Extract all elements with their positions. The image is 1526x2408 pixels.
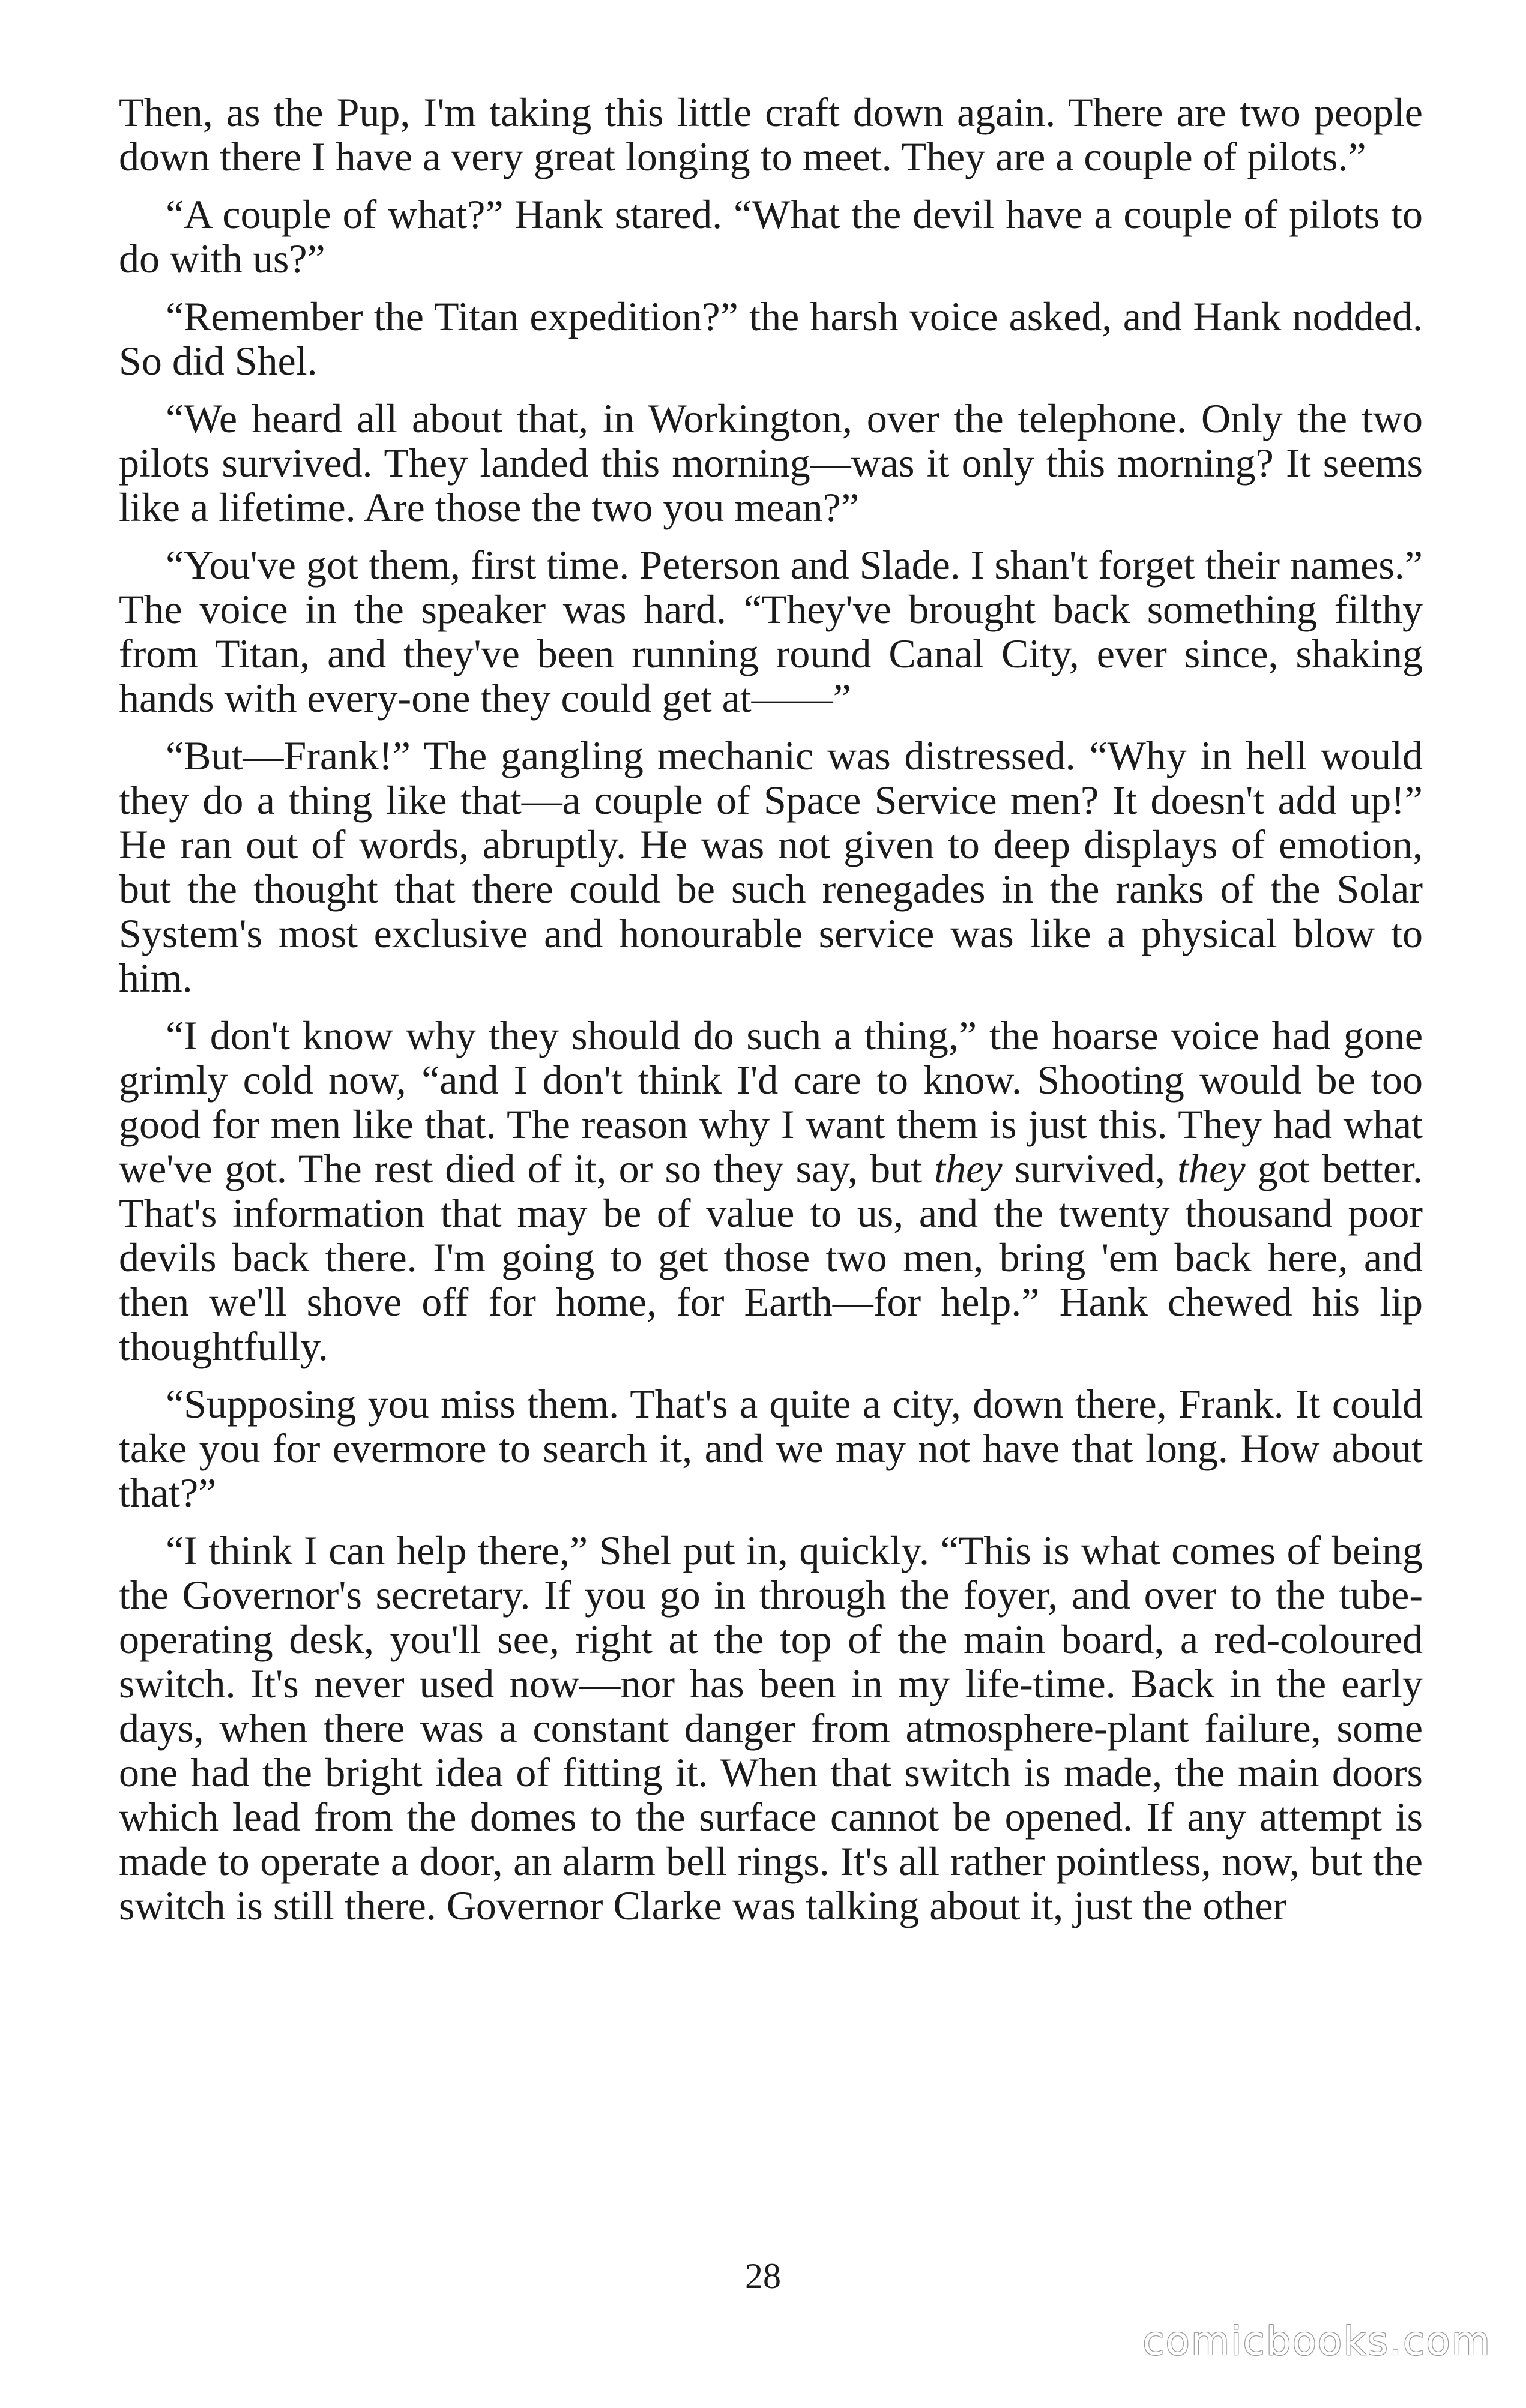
italic-they-1: they <box>934 1146 1003 1191</box>
paragraph-3: “Remember the Titan expedition?” the harsh voice asked, and Hank nodded. So did Shel. <box>119 293 1423 384</box>
paragraph-5: “You've got them, first time. Peterson and Slade. I shan't forget their names.” The voice in the speaker was hard. “They've brought back something filthy from Titan, and they've been running round Canal City, ever since, shaking hands with every-one they could get at——” <box>119 542 1423 721</box>
italic-they-2: they <box>1177 1146 1246 1191</box>
paragraph-9: “I think I can help there,” Shel put in, quickly. “This is what comes of being the Governor's secretary. If you go in through the foyer, and over to the tube-operating desk, you'll see, right at the top of the main board, a red-coloured switch. It's never used now—nor has been in my life-time. Back in the early days, when there was a constant danger from atmosphere-plant failure, some one had the bright idea of fitting it. When that switch is made, the main doors which lead from the domes to the surface cannot be opened. If any attempt is made to operate a door, an alarm bell rings. It's all rather pointless, now, but the switch is still there. Governor Clarke was talking about it, just the other <box>119 1528 1423 1928</box>
paragraph-7 <box>119 1013 1423 1368</box>
paragraph-4: “We heard all about that, in Workington, over the telephone. Only the two pilots survived. They landed this morning—was it only this morning? It seems like a lifetime. Are those the two you mean?” <box>119 396 1423 530</box>
paragraph-1: Then, as the Pup, I'm taking this little craft down again. There are two people down there I have a very great longing to meet. They are a couple of pilots.” <box>119 89 1423 179</box>
paragraph-7-part-3: got better. That's information that may be of value to us, and the twenty thousand poor devils back there. I'm going to get those two men, bring 'em back here, and then we'll shove off for home, for Earth—for help.” Hank chewed his lip thoughtfully. <box>119 1146 1423 1369</box>
paragraph-7-part-2: survived, <box>1002 1146 1178 1191</box>
body-text <box>119 90 1423 1928</box>
page-number: 28 <box>745 2256 781 2296</box>
watermark: comicbooks.com <box>1142 2318 1491 2364</box>
paragraph-7-part-1: “I don't know why they should do such a thing,” the hoarse voice had gone grimly cold now, “and I don't think I'd care to know. Shooting would be too good for men like that. The reason why I want them is just this. They had what we've got. The rest died of it, or so they say, but <box>119 1013 1423 1191</box>
paragraph-2: “A couple of what?” Hank stared. “What the devil have a couple of pilots to do with us?” <box>119 191 1423 281</box>
paragraph-6: “But—Frank!” The gangling mechanic was distressed. “Why in hell would they do a thing like that—a couple of Space Service men? It doesn't add up!” He ran out of words, abruptly. He was not given to deep displays of emotion, but the thought that there could be such renegades in the ranks of the Solar System's most exclusive and honourable service was like a physical blow to him. <box>119 733 1423 1001</box>
paragraph-8: “Supposing you miss them. That's a quite a city, down there, Frank. It could take you for evermore to search it, and we may not have that long. How about that?” <box>119 1381 1423 1516</box>
